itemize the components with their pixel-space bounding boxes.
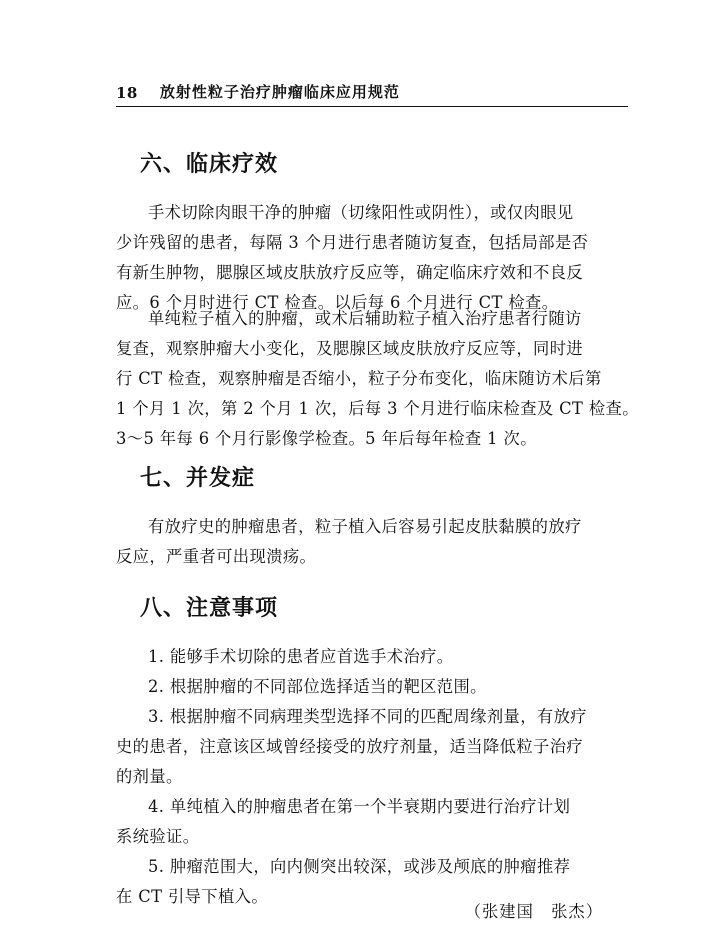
section-heading-precautions: 八、注意事项: [140, 596, 279, 621]
text-line: 3～5 年每 6 个月行影像学检查。5 年后每年检查 1 次。: [116, 429, 537, 448]
paragraph-followup-surgery: [116, 198, 628, 318]
text-line: 反应，严重者可出现溃疡。: [116, 547, 317, 566]
text-line: 少许残留的患者，每隔 3 个月进行患者随访复查，包括局部是否: [116, 233, 589, 252]
text-line: 有新生肿物，腮腺区域皮肤放疗反应等，确定临床疗效和不良反: [116, 263, 584, 282]
page-number: 18: [116, 84, 138, 102]
text-line: 有放疗史的肿瘤患者，粒子植入后容易引起皮肤黏膜的放疗: [148, 517, 582, 536]
text-line: 复查，观察肿瘤大小变化，及腮腺区域皮肤放疗反应等，同时进: [116, 339, 584, 358]
section-heading-clinical-efficacy: 六、临床疗效: [140, 152, 279, 177]
running-header: [116, 80, 628, 102]
list-item-3-cont: 的剂量。: [116, 767, 183, 786]
text-line: 手术切除肉眼干净的肿瘤（切缘阳性或阴性），或仅肉眼见: [148, 203, 574, 222]
text-line: 1 个月 1 次，第 2 个月 1 次，后每 3 个月进行临床检查及 CT 检查。: [116, 399, 639, 418]
paragraph-followup-seed-implant: [116, 304, 639, 454]
list-item-4-cont: 系统验证。: [116, 827, 200, 846]
paragraph-complications: [116, 512, 628, 572]
list-item-5-cont: 在 CT 引导下植入。: [116, 887, 269, 906]
precautions-list: [116, 642, 628, 912]
text-line: 应。6 个月时进行 CT 检查。以后每 6 个月进行 CT 检查。: [116, 293, 559, 312]
header-rule: [116, 106, 628, 107]
text-line: 行 CT 检查，观察肿瘤是否缩小，粒子分布变化，临床随访术后第: [116, 369, 602, 388]
list-item-3: 3. 根据肿瘤不同病理类型选择不同的匹配周缘剂量，有放疗: [148, 707, 587, 726]
book-title: 放射性粒子治疗肿瘤临床应用规范: [159, 83, 400, 101]
list-item-1: 1. 能够手术切除的患者应首选手术治疗。: [148, 647, 454, 666]
list-item-3-cont: 史的患者，注意该区域曾经接受的放疗剂量，适当降低粒子治疗: [116, 737, 584, 756]
section-heading-complications: 七、并发症: [140, 466, 256, 491]
list-item-4: 4. 单纯植入的肿瘤患者在第一个半衰期内要进行治疗计划: [148, 797, 571, 816]
list-item-2: 2. 根据肿瘤的不同部位选择适当的靶区范围。: [148, 677, 487, 696]
author-signature: （张建国 张杰）: [464, 902, 603, 921]
list-item-5: 5. 肿瘤范围大，向内侧突出较深，或涉及颅底的肿瘤推荐: [148, 857, 571, 876]
text-line: 单纯粒子植入的肿瘤，或术后辅助粒子植入治疗患者行随访: [148, 309, 582, 328]
